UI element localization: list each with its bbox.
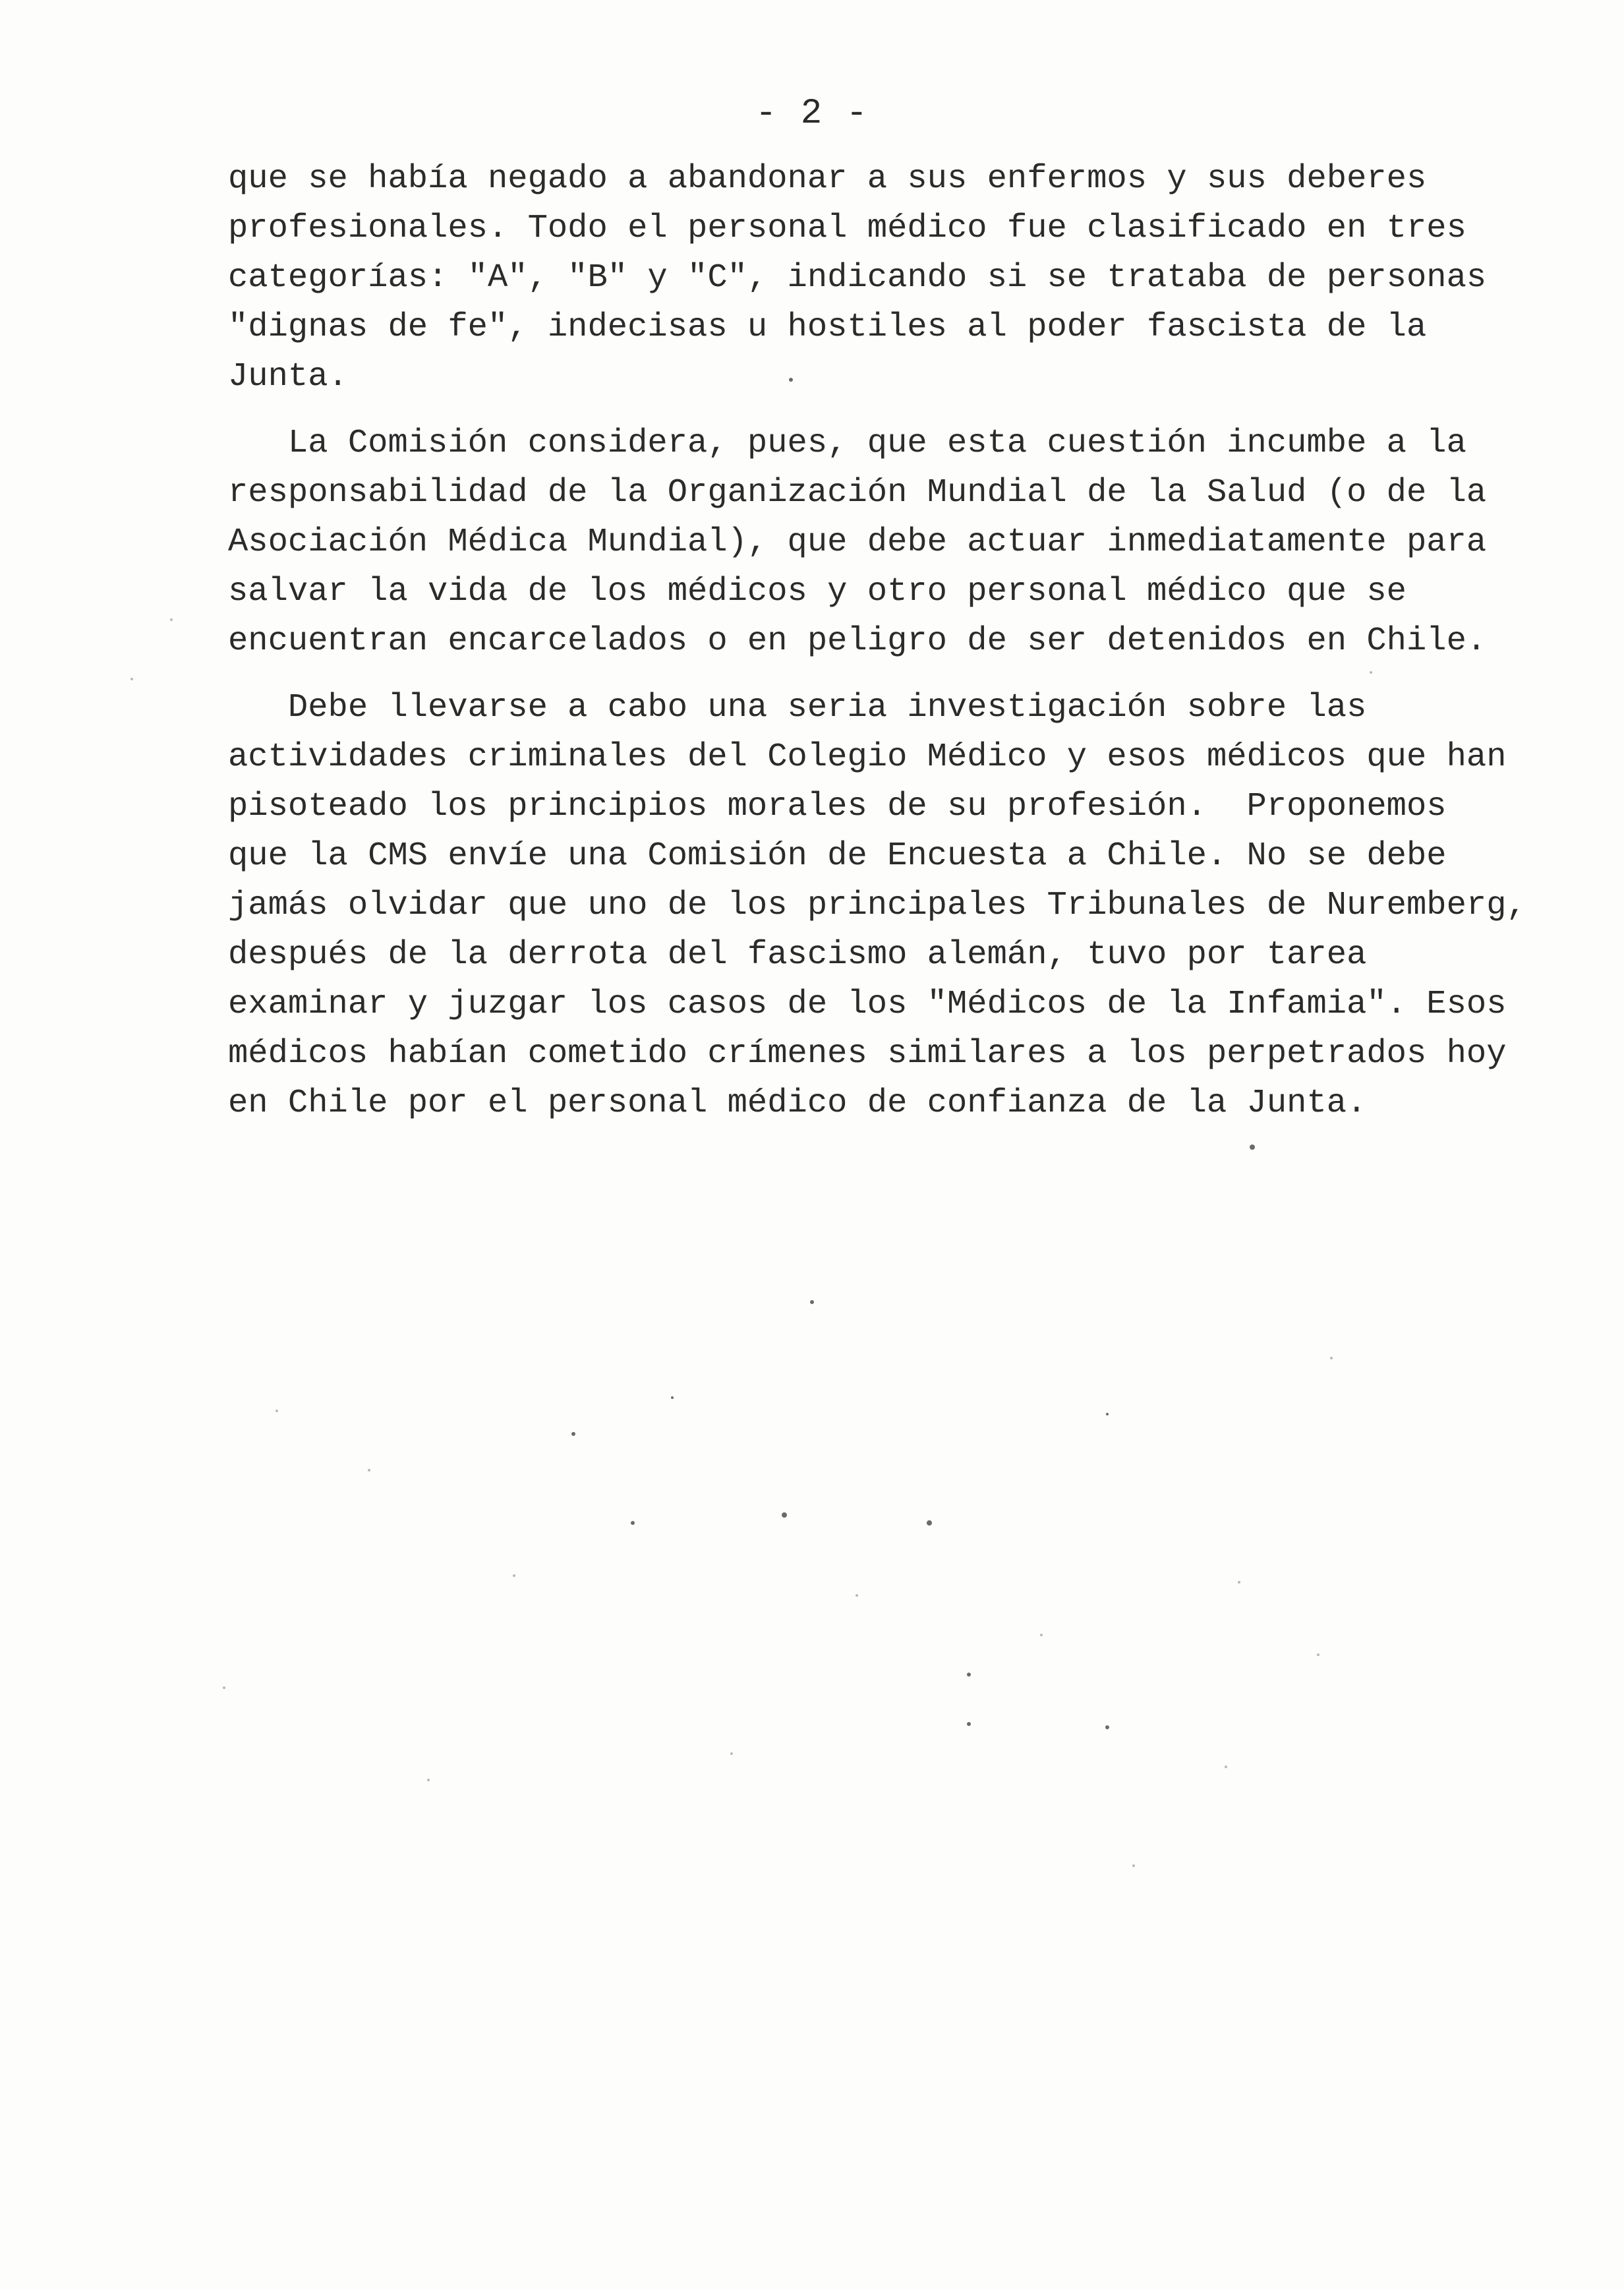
text-line: Debe llevarse a cabo una seria investigación sobre las <box>228 689 1367 727</box>
text-line: La Comisión considera, pues, que esta cuestión incumbe a la <box>228 425 1466 462</box>
document-body <box>228 154 1540 1145</box>
page-number: - 2 - <box>755 94 869 134</box>
text-line: que se había negado a abandonar a sus enfermos y sus deberes <box>228 160 1427 198</box>
text-line: responsabilidad de la Organización Mundial de la Salud (o de la <box>228 474 1487 512</box>
text-line: que la CMS envíe una Comisión de Encuesta a Chile. No se debe <box>228 837 1447 875</box>
text-line: jamás olvidar que uno de los principales Tribunales de Nuremberg, <box>228 887 1526 924</box>
text-line: Asociación Médica Mundial), que debe actuar inmediatamente para <box>228 523 1487 561</box>
text-line: después de la derrota del fascismo alemán, tuvo por tarea <box>228 936 1367 974</box>
text-line: salvar la vida de los médicos y otro personal médico que se <box>228 573 1406 610</box>
paragraph-1 <box>228 154 1540 401</box>
text-line: en Chile por el personal médico de confianza de la Junta. <box>228 1085 1367 1122</box>
paragraph-2 <box>228 419 1540 666</box>
text-line: profesionales. Todo el personal médico fue clasificado en tres <box>228 210 1466 247</box>
text-line: categorías: "A", "B" y "C", indicando si se trataba de personas <box>228 259 1487 297</box>
text-line: encuentran encarcelados o en peligro de ser detenidos en Chile. <box>228 622 1487 660</box>
text-line: médicos habían cometido crímenes similares a los perpetrados hoy <box>228 1035 1507 1073</box>
paragraph-3 <box>228 683 1540 1128</box>
text-line: actividades criminales del Colegio Médico y esos médicos que han <box>228 738 1507 776</box>
text-line: "dignas de fe", indecisas u hostiles al poder fascista de la <box>228 309 1427 346</box>
text-line: pisoteado los principios morales de su profesión. Proponemos <box>228 788 1447 825</box>
text-line: Junta. <box>228 358 348 396</box>
text-line: examinar y juzgar los casos de los "Médicos de la Infamia". Esos <box>228 986 1507 1023</box>
